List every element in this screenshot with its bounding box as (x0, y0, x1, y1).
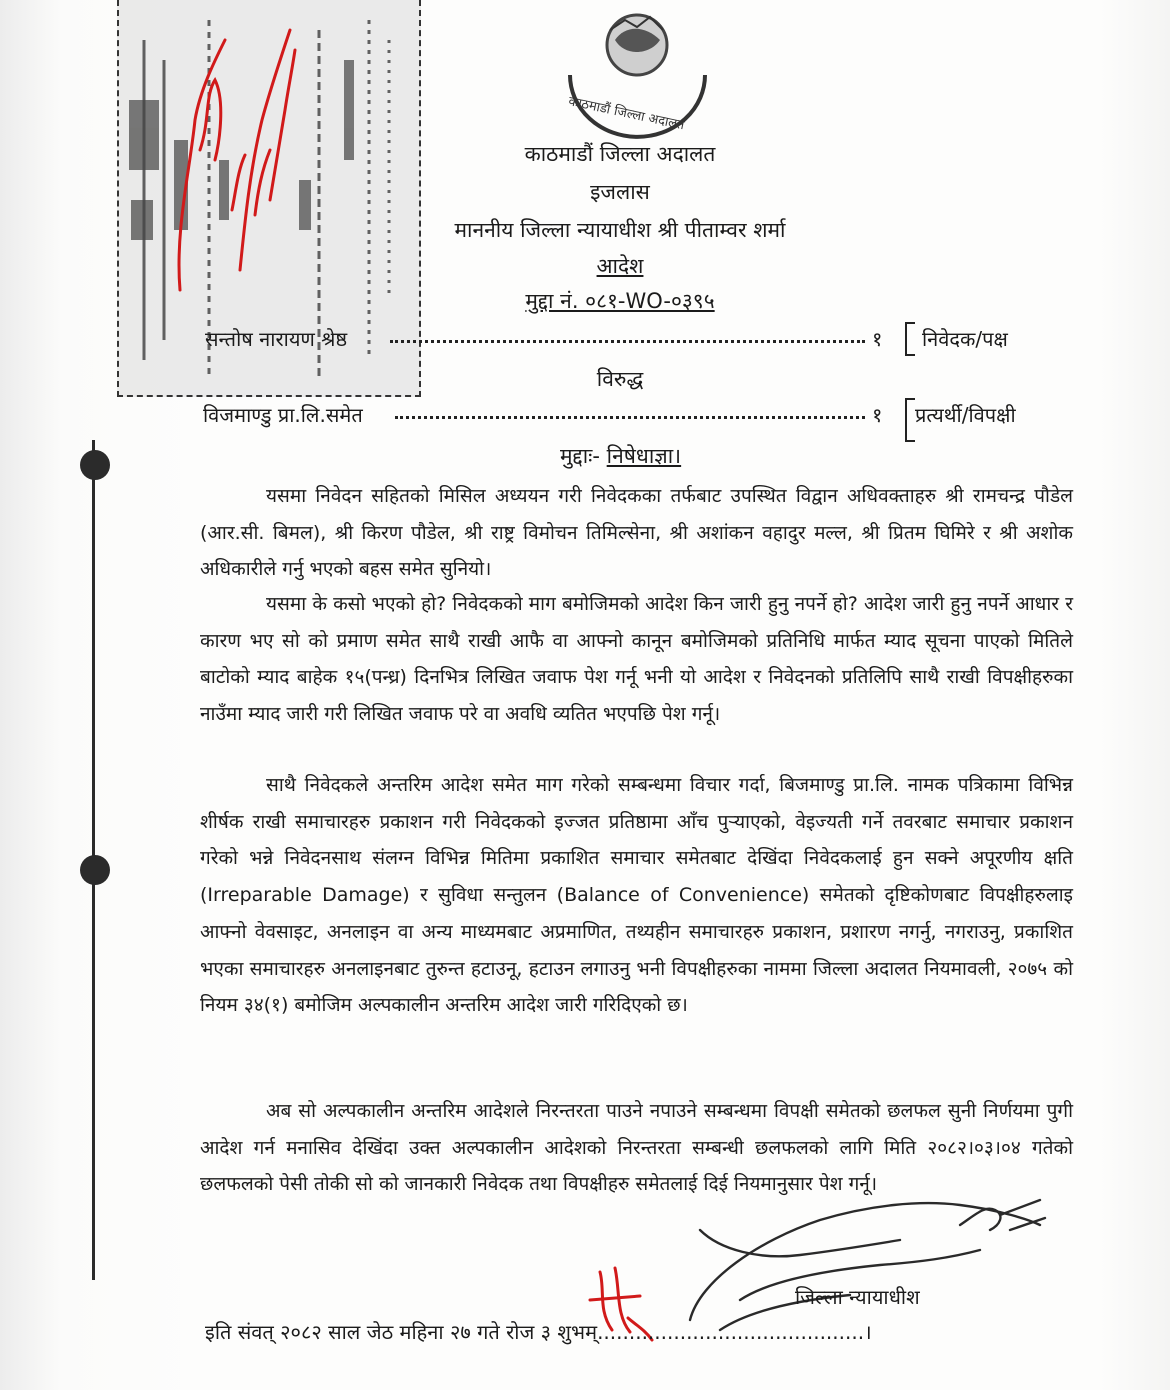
dotted-leader (390, 338, 865, 343)
dotted-fill: .......................................... (597, 1320, 865, 1344)
dotted-leader (395, 414, 865, 419)
footer-date-line (205, 1318, 872, 1345)
judge-signature (690, 1200, 1045, 1330)
footer-end: । (864, 1320, 872, 1344)
paragraph-text: साथै निवेदकले अन्तरिम आदेश समेत माग गरेको सम्बन्धमा विचार गर्दा, बिजमाण्डु प्रा.लि. नामक पत्रिकामा विभिन्न शीर्षक राखी समाचारहरु प्रकाशन गरी निवेदकको इज्जत प्रतिष्ठामा आँच पुर्‍याएको, वेइज्यती गर्ने तवरबाट समाचार प्रकाशन गरेको भन्ने निवेदनसाथ संलग्न विभिन्न मितिमा प्रकाशित समाचार समेतबाट देखिंदा निवेदकलाई हुन सक्ने अपूरणीय क्षति (Irreparable Damage) र सुविधा सन्तुलन (Balance of Convenience) समेतको दृष्टिकोणबाट विपक्षीहरुलाइ आफ्नो वेवसाइट, अनलाइन वा अन्य माध्यमबाट अप्रमाणित, तथ्यहीन समाचारहरु प्रकाशन, प्रशारण नगर्नु, नगराउनु, प्रकाशित भएका समाचारहरु अनलाइनबाट तुरुन्त हटाउनू, हटाउन लगाउनु भनी विपक्षीहरुका नाममा जिल्ला अदालत नियमावली, २०७५ को नियम ३४(१) बमोजिम अल्पकालीन अन्तरिम आदेश जारी गरिदिएको छ। (200, 774, 1073, 1017)
paragraph-text: यसमा के कसो भएको हो? निवेदकको माग बमोजिमको आदेश किन जारी हुनु नपर्ने हो? आदेश जारी हुनु नपर्ने आधार र कारण भए सो को प्रमाण समेत साथै राखी आफै वा आफ्नो कानून बमोजिमको प्रतिनिधि मार्फत म्याद सूचना पाएको मितिले बाटोको म्याद बाहेक १५(पन्ध्र) दिनभित्र लिखित जवाफ पेश गर्नू भनी यो आदेश र निवेदनको प्रतिलिपि साथै राखी विपक्षीहरुका नाउँमा म्याद जारी गरी लिखित जवाफ परे वा अवधि व्यतित भएपछि पेश गर्नू। (200, 593, 1073, 726)
court-seal (555, 5, 720, 145)
subject-label: मुद्दाः- (560, 444, 600, 468)
petitioner-count: १ (872, 327, 883, 351)
paragraph (200, 1093, 1073, 1203)
respondent-count: १ (872, 403, 883, 427)
paragraph (200, 586, 1073, 733)
bracket (905, 322, 915, 356)
subject-line (560, 442, 681, 470)
respondent-name: विजमाण्डु प्रा.लि.समेत (203, 403, 363, 427)
red-signature-stroke (179, 40, 225, 290)
petitioner-name: सन्तोष नारायण श्रेष्ठ (205, 327, 348, 351)
paragraph-text: अब सो अल्पकालीन अन्तरिम आदेशले निरन्तरता पाउने नपाउने सम्बन्धमा विपक्षी समेतको छलफल सुनी निर्णयमा पुगी आदेश गर्न मनासिव देखिंदा उक्त अल्पकालीन आदेशको निरन्तरता सम्बन्धी छलफलको लागि मिति २०८२।०३।०४ गतेको छलफलको पेसी तोकी सो को जानकारी निवेदक तथा विपक्षीहरु समेतलाई दिई नियमानुसार पेश गर्नू। (200, 1100, 1073, 1196)
subject-value: निषेधाज्ञा। (606, 444, 682, 468)
paragraph (200, 767, 1073, 1024)
paragraph-text: यसमा निवेदन सहितको मिसिल अध्ययन गरी निवेदकका तर्फबाट उपस्थित विद्वान अधिवक्ताहरु श्री रामचन्द्र पौडेल (आर.सी. बिमल), श्री किरण पौडेल, श्री राष्ट्र विमोचन तिमिल्सेना, श्री अशांकन वहादुर मल्ल, श्री प्रितम घिमिरे र श्री अशोक अधिकारीले गर्नु भएको बहस समेत सुनियो। (200, 485, 1073, 581)
court-name: काठमाडौं जिल्ला अदालत (524, 142, 716, 166)
case-number: मुद्दा नं. ०८१-WO-०३९५ (525, 289, 715, 313)
versus-label: विरुद्ध (596, 367, 644, 391)
signatory-title: जिल्ला न्यायाधीश (795, 1285, 920, 1309)
judge-name: माननीय जिल्ला न्यायाधीश श्री पीताम्वर शर्मा (454, 218, 786, 242)
bracket (905, 398, 915, 442)
paragraph (200, 478, 1073, 588)
bench-label: इजलास (590, 180, 650, 204)
seal-text: काठमाडौं जिल्ला अदालत (567, 94, 686, 134)
date-text: इति संवत् २०८२ साल जेठ महिना २७ गते रोज ३ शुभम् (205, 1320, 598, 1344)
petitioner-role: निवेदक/पक्ष (922, 327, 1008, 351)
order-title: आदेश (596, 254, 644, 278)
respondent-role: प्रत्यर्थी/विपक्षी (915, 403, 1016, 427)
